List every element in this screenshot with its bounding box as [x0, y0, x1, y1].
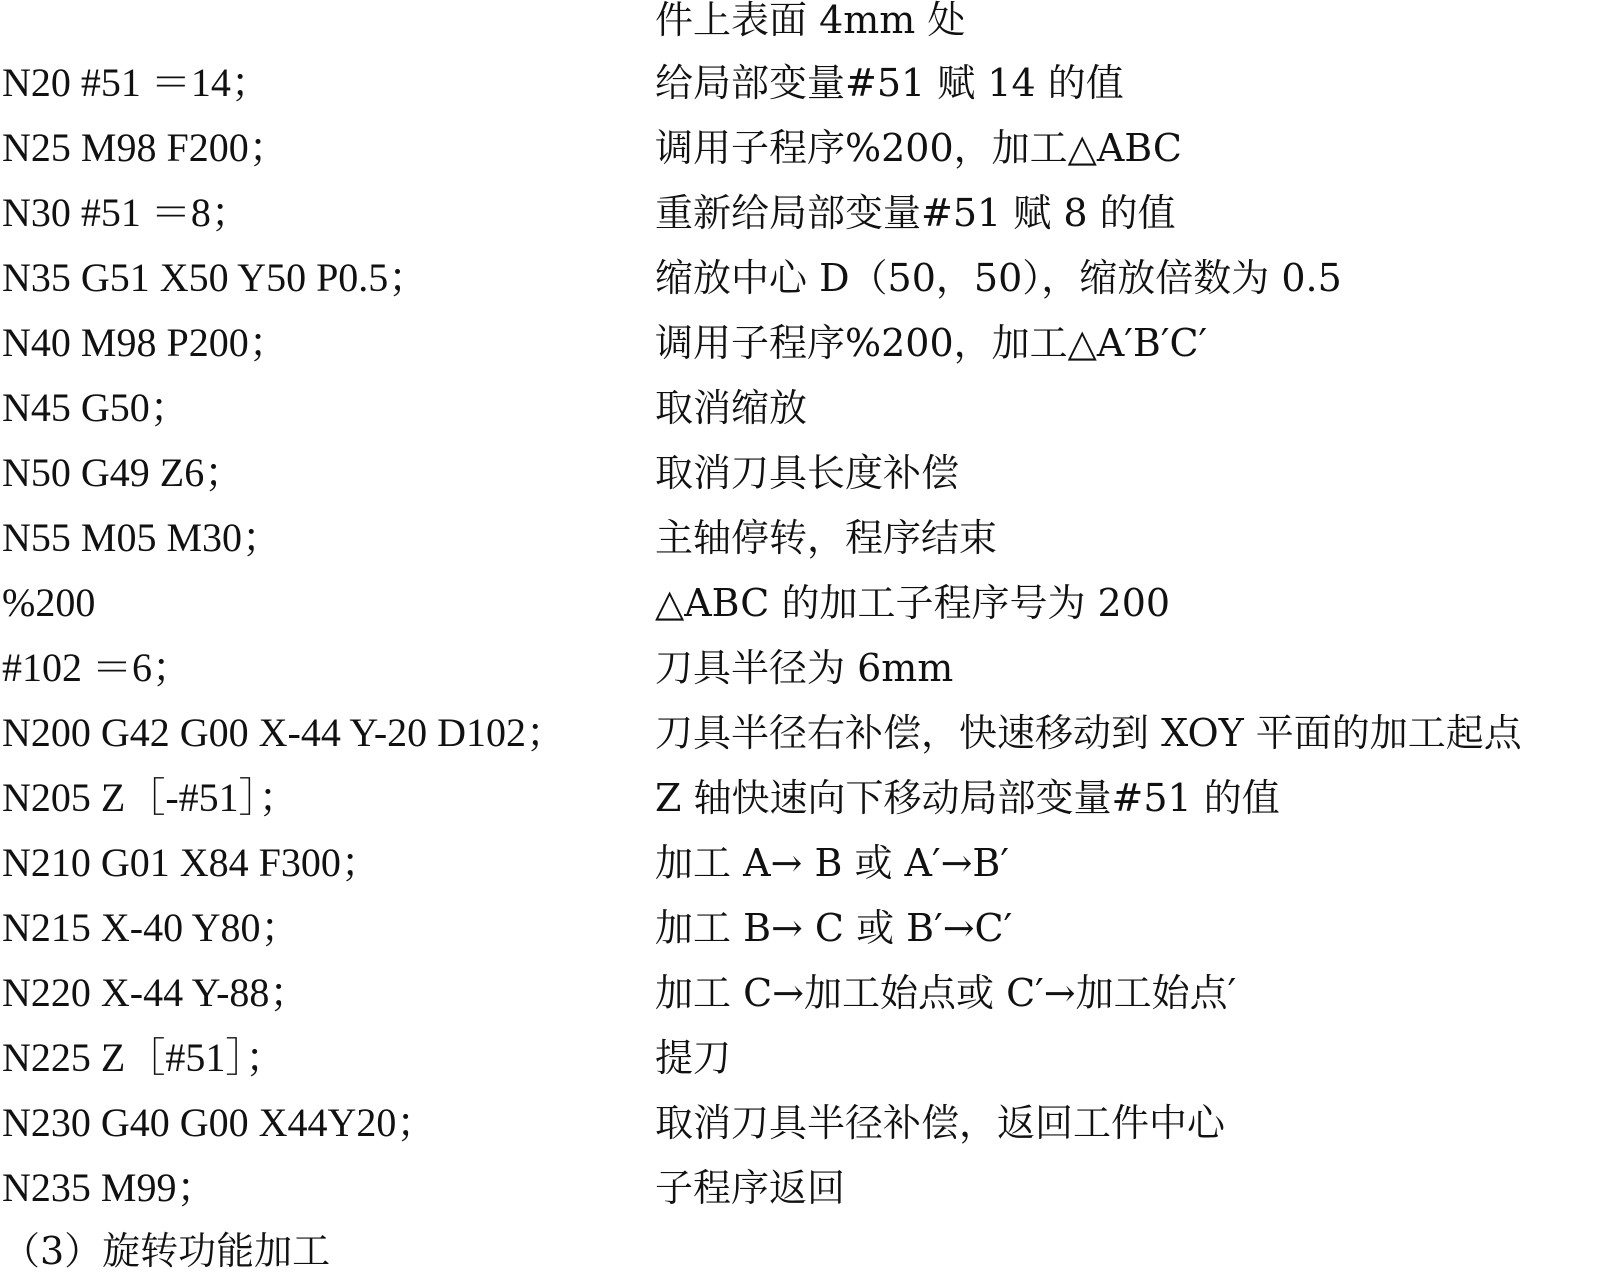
comment-text: 调用子程序%200，加工△ABC: [655, 126, 1183, 170]
code-text: N235 M99；: [2, 1165, 217, 1210]
program-line: [0, 181, 1623, 245]
code-text: %200: [2, 580, 96, 625]
program-line: [0, 506, 1623, 570]
program-line: [0, 441, 1623, 505]
program-line: [0, 1026, 1623, 1090]
comment-text: 主轴停转，程序结束: [655, 516, 998, 560]
code-text: N230 G40 G00 X44Y20；: [2, 1100, 437, 1145]
program-line: [0, 571, 1623, 635]
code-text: N215 X-40 Y80；: [2, 905, 301, 950]
code-text: N30 #51 ＝8；: [2, 190, 251, 235]
program-line: [0, 701, 1623, 765]
program-line: [0, 831, 1623, 895]
program-line: [0, 376, 1623, 440]
comment-text: 缩放中心 D（50，50），缩放倍数为 0.5: [655, 256, 1342, 300]
code-text: N50 G49 Z6；: [2, 450, 245, 495]
comment-text: 提刀: [655, 1036, 732, 1080]
code-text: N40 M98 P200；: [2, 320, 289, 365]
comment-text: △ABC 的加工子程序号为 200: [655, 581, 1171, 625]
program-line: [0, 896, 1623, 960]
program-line: [0, 116, 1623, 180]
comment-text: 件上表面 4mm 处: [655, 0, 966, 42]
comment-text: Z 轴快速向下移动局部变量#51 的值: [655, 776, 1280, 820]
code-text: N205 Z［-#51］；: [2, 775, 299, 820]
comment-text: 加工 B→ C 或 B′→C′: [655, 906, 1013, 950]
comment-text: 调用子程序%200，加工△A′B′C′: [655, 321, 1208, 365]
comment-text: 刀具半径为 6mm: [655, 646, 954, 690]
code-text: #102 ＝6；: [2, 645, 192, 690]
comment-text: 给局部变量#51 赋 14 的值: [655, 61, 1124, 105]
comment-text: 取消缩放: [655, 386, 808, 430]
program-line: [0, 961, 1623, 1025]
comment-text: 加工 C→加工始点或 C′→加工始点′: [655, 971, 1237, 1015]
code-text: N25 M98 F200；: [2, 125, 289, 170]
code-text: N210 G01 X84 F300；: [2, 840, 381, 885]
comment-text: 刀具半径右补偿，快速移动到 XOY 平面的加工起点: [655, 711, 1522, 755]
program-line: [0, 311, 1623, 375]
comment-text: 加工 A→ B 或 A′→B′: [655, 841, 1009, 885]
program-line: [0, 246, 1623, 310]
code-text: N55 M05 M30；: [2, 515, 283, 560]
comment-text: 取消刀具半径补偿，返回工件中心: [655, 1101, 1226, 1145]
section-heading-row: [0, 1219, 1623, 1283]
program-line: [0, 0, 1623, 52]
section-heading: （3）旋转功能加工: [2, 1229, 331, 1273]
code-text: N45 G50；: [2, 385, 190, 430]
code-text: N220 X-44 Y-88；: [2, 970, 310, 1015]
code-text: N20 #51 ＝14；: [2, 60, 271, 105]
program-line: [0, 1156, 1623, 1220]
program-line: [0, 51, 1623, 115]
program-line: [0, 766, 1623, 830]
code-text: N35 G51 X50 Y50 P0.5；: [2, 255, 429, 300]
code-text: N200 G42 G00 X-44 Y-20 D102；: [2, 710, 567, 755]
code-text: N225 Z［#51］；: [2, 1035, 286, 1080]
program-line: [0, 1091, 1623, 1155]
comment-text: 取消刀具长度补偿: [655, 451, 960, 495]
comment-text: 子程序返回: [655, 1166, 846, 1210]
program-line: [0, 636, 1623, 700]
comment-text: 重新给局部变量#51 赋 8 的值: [655, 191, 1176, 235]
